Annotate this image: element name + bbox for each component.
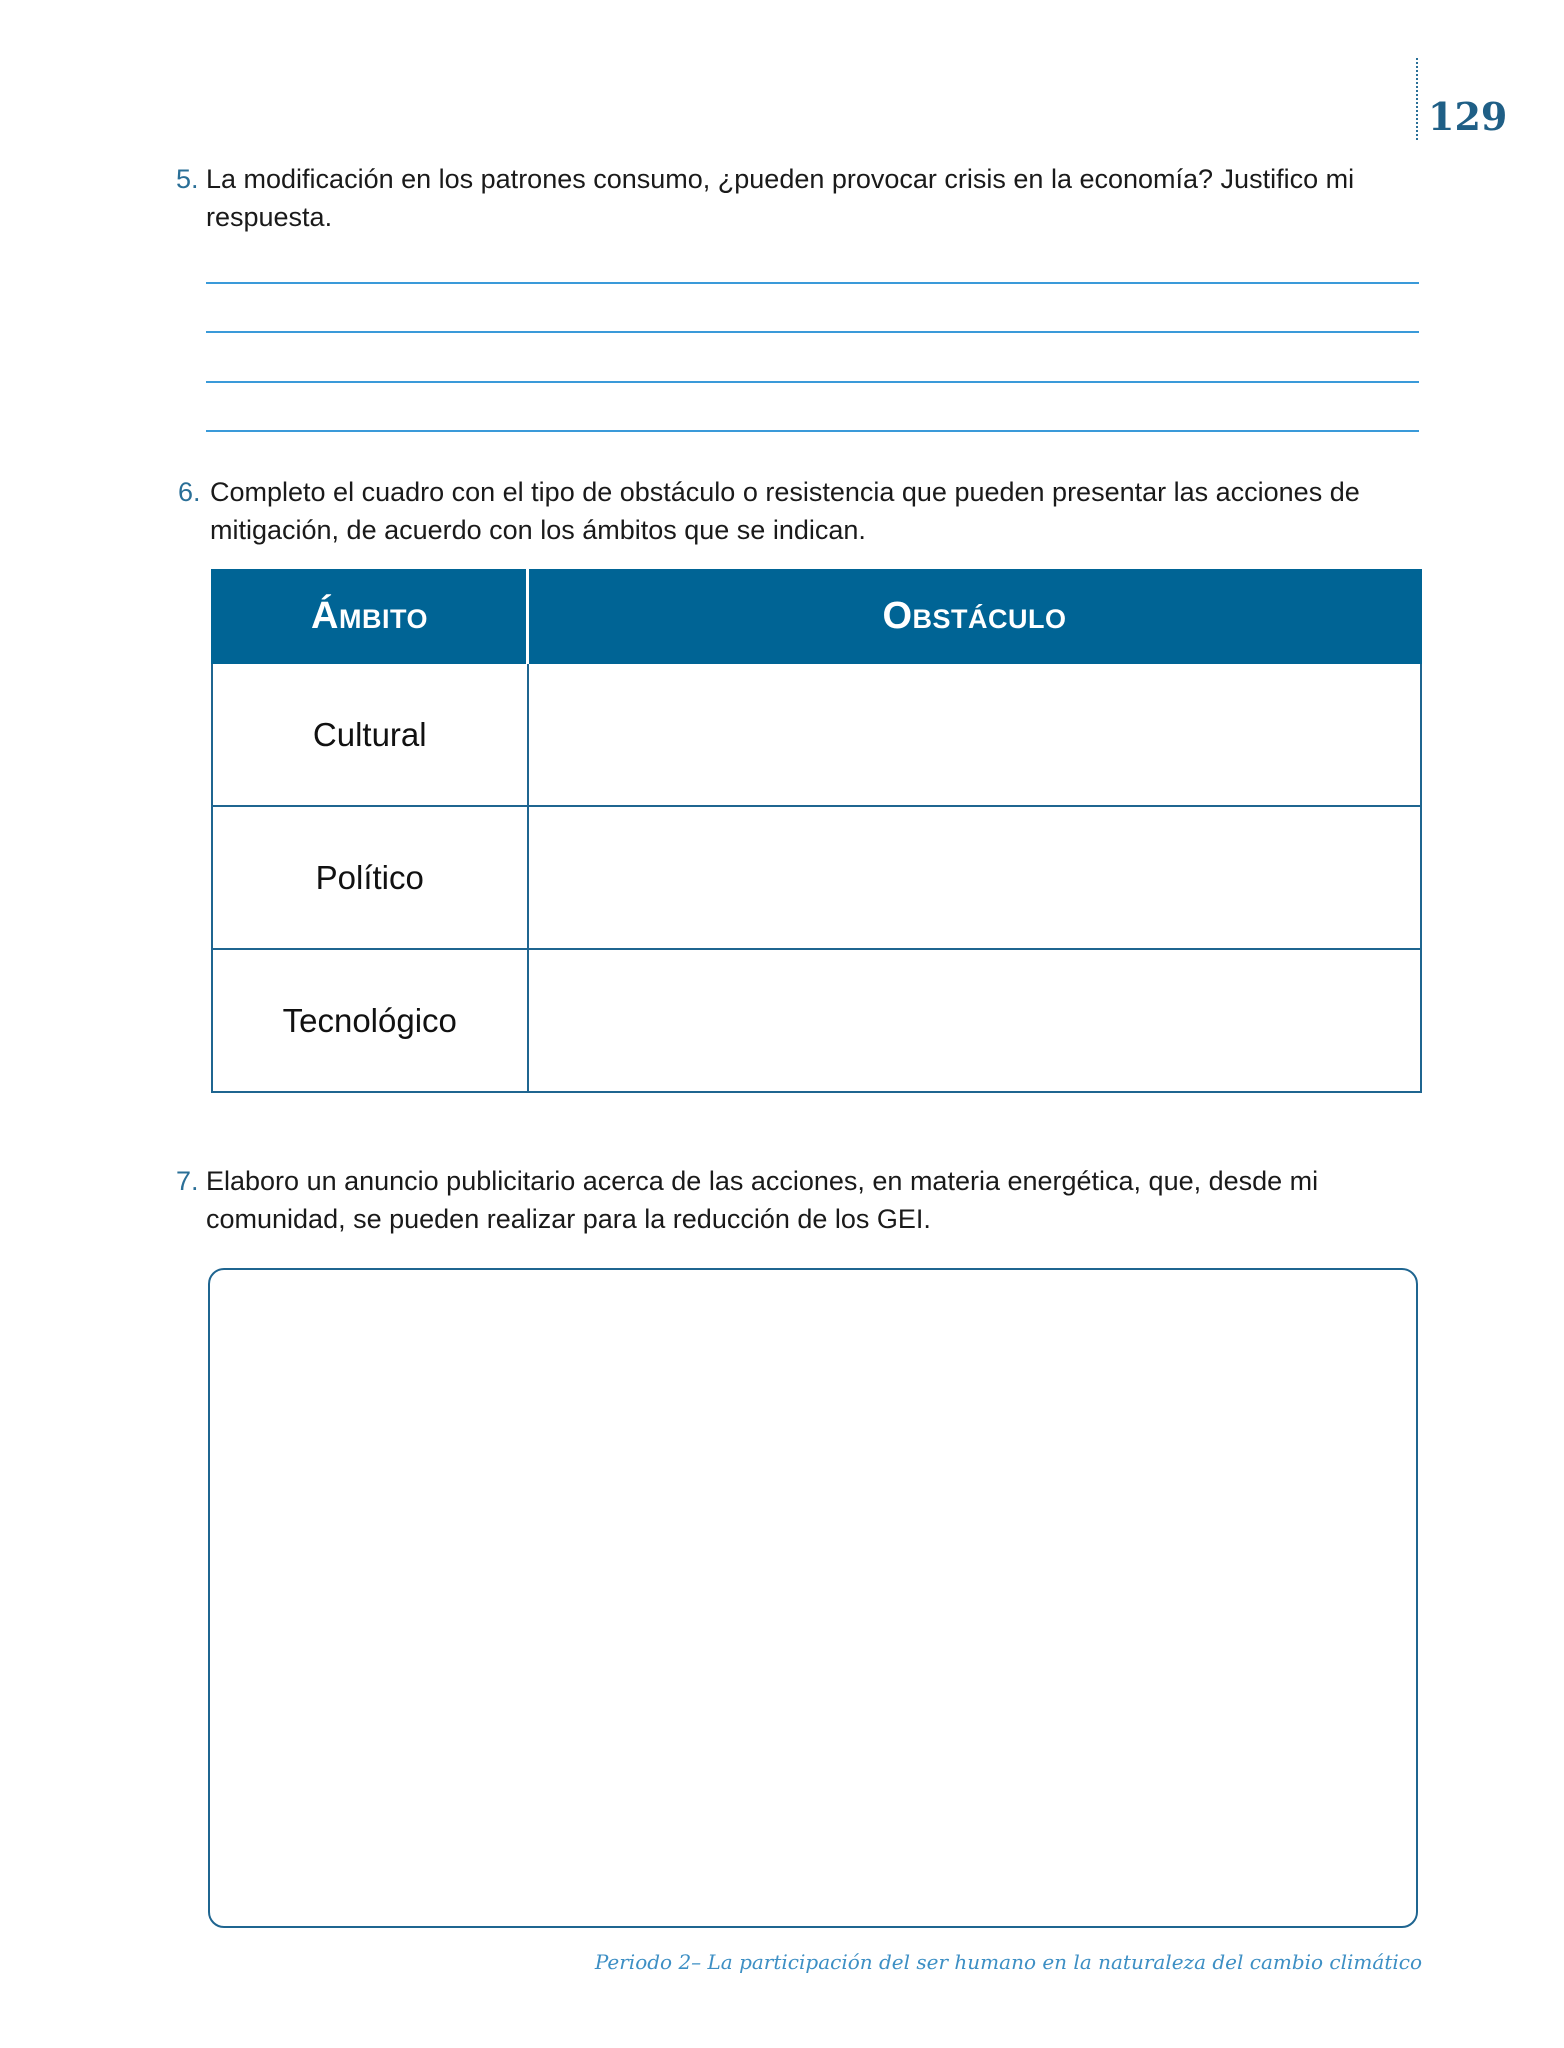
question-6-text: Completo el cuadro con el tipo de obstáculo o resistencia que pueden presentar las acciones de mitigación, de acuerdo con los ámbitos que se indican. xyxy=(210,477,1360,545)
table-row xyxy=(212,806,1421,949)
question-5-text: La modificación en los patrones consumo, ¿pueden provocar crisis en la economía? Justifico mi respuesta. xyxy=(206,164,1355,232)
page-number: 129 xyxy=(1428,94,1508,139)
table-row xyxy=(212,949,1421,1092)
header-ambito: Ámbito xyxy=(212,570,528,663)
question-6 xyxy=(178,473,1428,549)
obstaculo-cell[interactable] xyxy=(528,806,1422,949)
question-5-number: 5. xyxy=(176,164,199,194)
obstacle-table xyxy=(211,569,1422,1093)
table-header-row xyxy=(212,570,1421,663)
advertisement-answer-box[interactable] xyxy=(208,1268,1418,1928)
ambito-cell: Tecnológico xyxy=(212,949,528,1092)
answer-line-1[interactable] xyxy=(206,282,1419,284)
question-7-number: 7. xyxy=(176,1166,199,1196)
page-number-divider xyxy=(1416,58,1418,140)
page-footer: Periodo 2– La participación del ser humano en la naturaleza del cambio climático xyxy=(594,1950,1422,1974)
obstaculo-cell[interactable] xyxy=(528,663,1422,806)
answer-line-3[interactable] xyxy=(206,381,1419,383)
question-6-number: 6. xyxy=(178,477,201,507)
question-7-text: Elaboro un anuncio publicitario acerca de las acciones, en materia energética, que, desde mi comunidad, se pueden realizar para la reducción de los GEI. xyxy=(206,1166,1319,1234)
answer-line-2[interactable] xyxy=(206,331,1419,333)
obstaculo-cell[interactable] xyxy=(528,949,1422,1092)
question-7 xyxy=(176,1162,1426,1238)
question-5 xyxy=(176,160,1426,236)
ambito-cell: Cultural xyxy=(212,663,528,806)
table-row xyxy=(212,663,1421,806)
ambito-cell: Político xyxy=(212,806,528,949)
header-obstaculo: Obstáculo xyxy=(528,570,1422,663)
answer-line-4[interactable] xyxy=(206,430,1419,432)
